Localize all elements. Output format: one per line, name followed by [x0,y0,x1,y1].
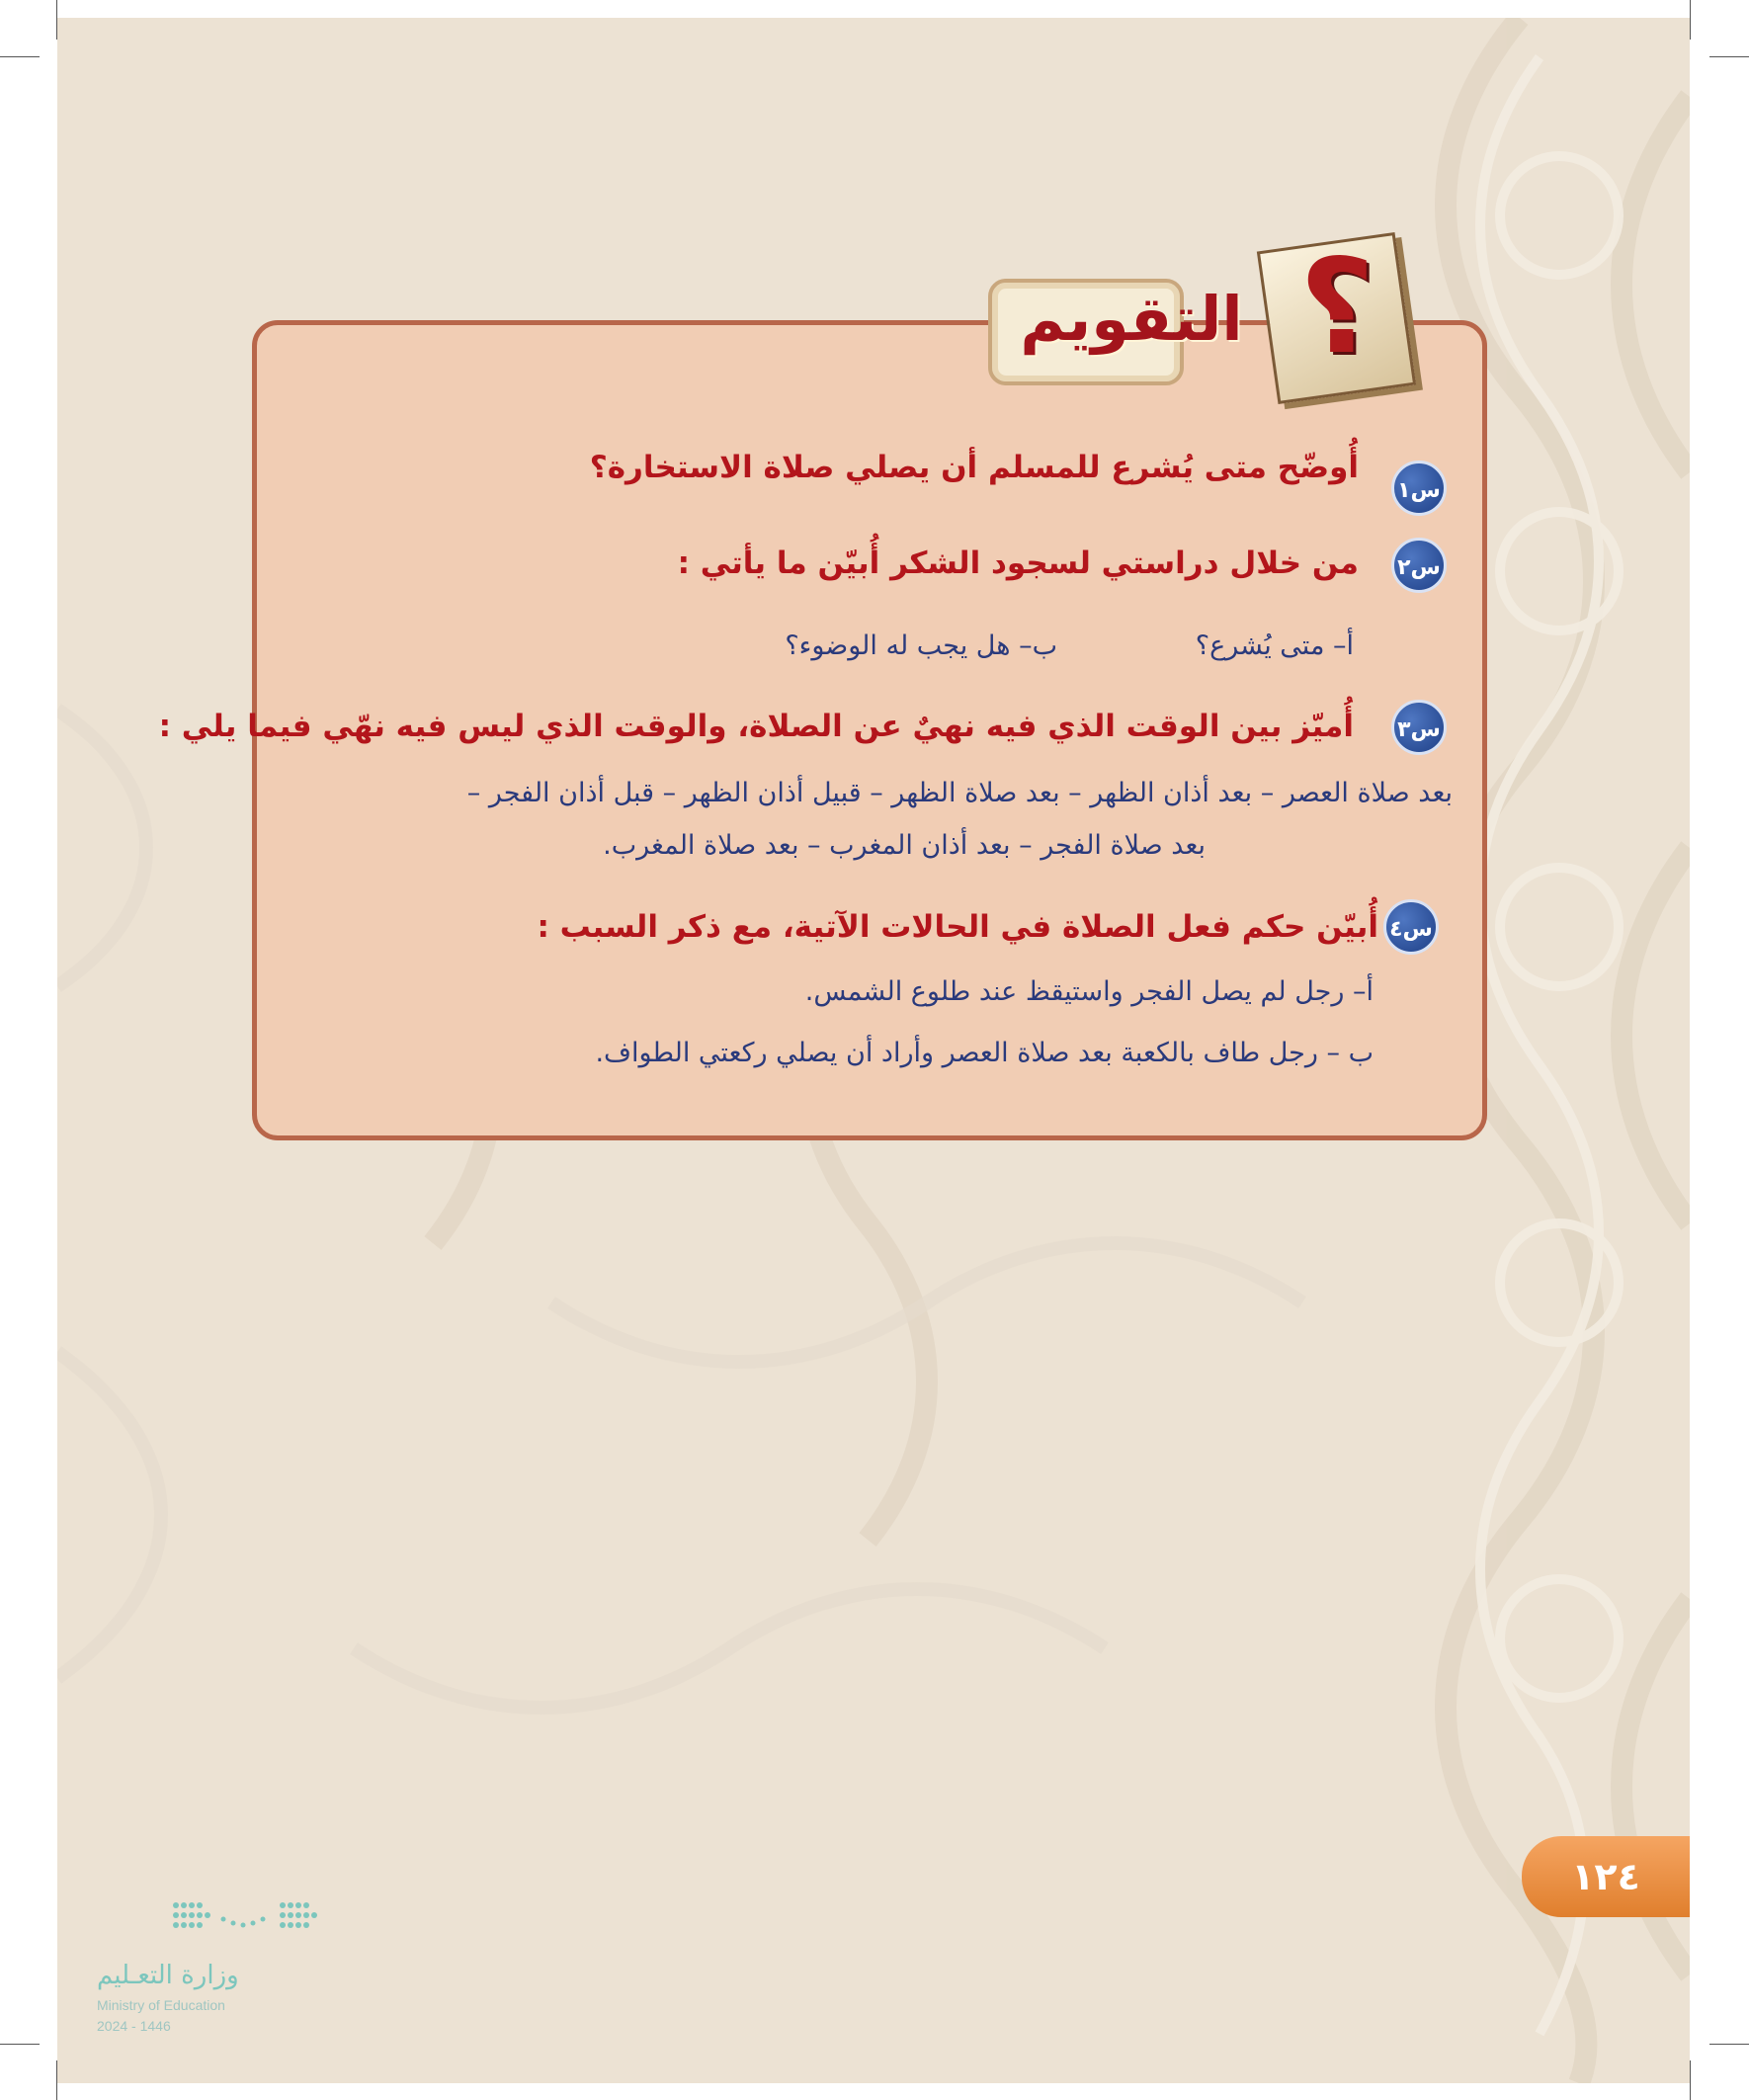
sub-item: أ– متى يُشرع؟ [1195,630,1354,661]
page-number: ١٢٤ [1571,1855,1640,1898]
question-text: أُبيّن حكم فعل الصلاة في الحالات الآتية، مع ذكر السبب : [537,909,1378,945]
ministry-logo-icon [168,1897,326,1942]
question-mark-icon: ؟ [1298,231,1375,383]
crop-mark [1709,56,1749,57]
question-badge: س٤ [1383,899,1439,955]
option-list: بعد صلاة الفجر – بعد أذان المغرب – بعد صلاة المغرب. [603,830,1206,861]
ministry-name-arabic: وزارة التعـليم [97,1961,239,1990]
crop-mark [1709,2044,1749,2045]
question-badge: س٢ [1391,538,1447,593]
option-list: بعد صلاة العصر – بعد أذان الظهر – بعد صلاة الظهر – قبيل أذان الظهر – قبل أذان الفجر – [466,778,1453,808]
question-badge: س١ [1391,461,1447,516]
question-text: أُميّز بين الوقت الذي فيه نهيٌ عن الصلاة، والوقت الذي ليس فيه نهّي فيما يلي : [158,709,1354,744]
question-text: من خلال دراستي لسجود الشكر أُبيّن ما يأتي : [677,546,1359,581]
ministry-name-english: Ministry of Education [97,1997,225,2013]
case-item: أ– رجل لم يصل الفجر واستيقظ عند طلوع الشمس. [804,976,1374,1007]
crop-mark [0,2044,40,2045]
edition-year: 2024 - 1446 [97,2018,171,2034]
case-item: ب – رجل طاف بالكعبة بعد صلاة العصر وأراد أن يصلي ركعتي الطواف. [595,1038,1374,1068]
crop-mark [0,56,40,57]
crop-mark [1690,0,1691,40]
question-text: أُوضّح متى يُشرع للمسلم أن يصلي صلاة الاستخارة؟ [589,450,1359,485]
page-title: التقويم [1020,283,1243,355]
sub-item: ب– هل يجب له الوضوء؟ [785,630,1057,661]
question-badge: س٣ [1391,700,1447,755]
crop-mark [1690,2060,1691,2100]
